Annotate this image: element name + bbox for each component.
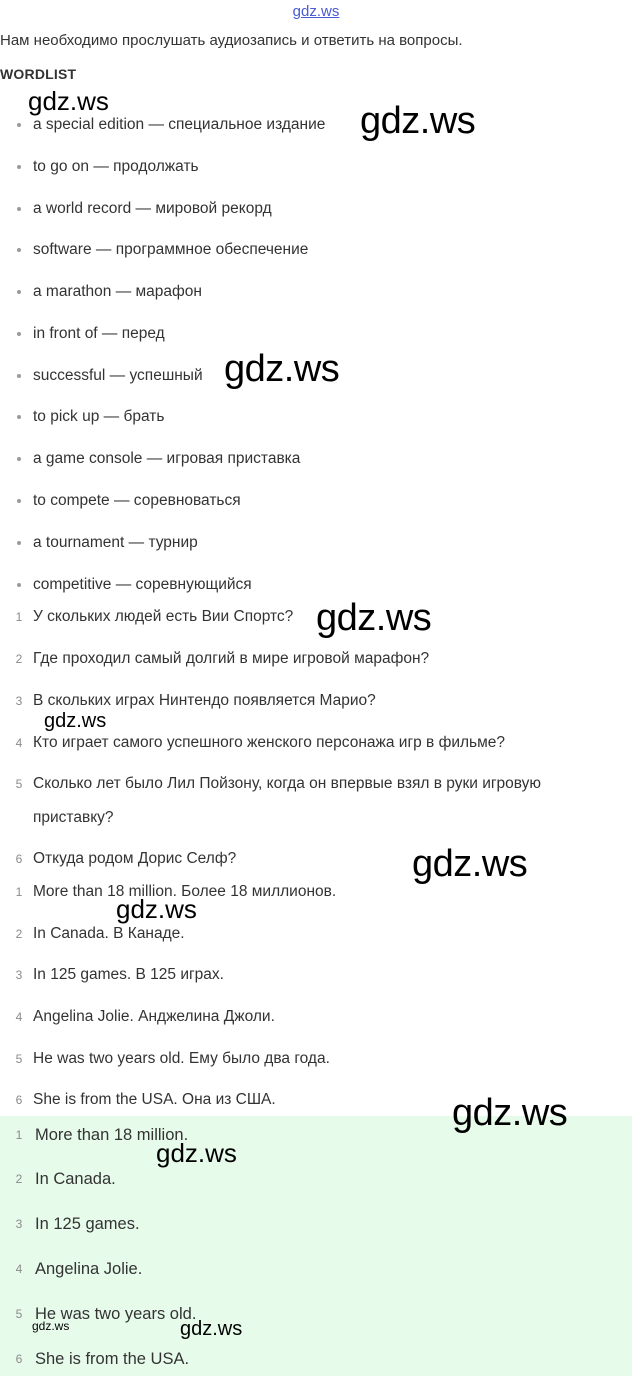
watermark: gdz.ws [116,894,197,924]
watermark: gdz.ws [360,100,476,142]
watermark: gdz.ws [28,86,109,116]
site-link[interactable]: gdz.ws [292,3,340,20]
answers-panel [0,1116,632,1376]
watermark: gdz.ws [156,1138,237,1168]
watermark: gdz.ws [44,710,107,732]
watermark: gdz.ws [412,843,528,885]
wordlist-heading: WORDLIST [0,66,77,82]
watermark: gdz.ws [316,597,432,639]
watermark: gdz.ws [180,1318,243,1340]
watermark: gdz.ws [224,348,340,390]
watermark: gdz.ws [32,1319,70,1333]
watermark: gdz.ws [452,1092,568,1134]
task-intro: Нам необходимо прослушать аудиозапись и ответить на вопросы. [0,32,463,49]
